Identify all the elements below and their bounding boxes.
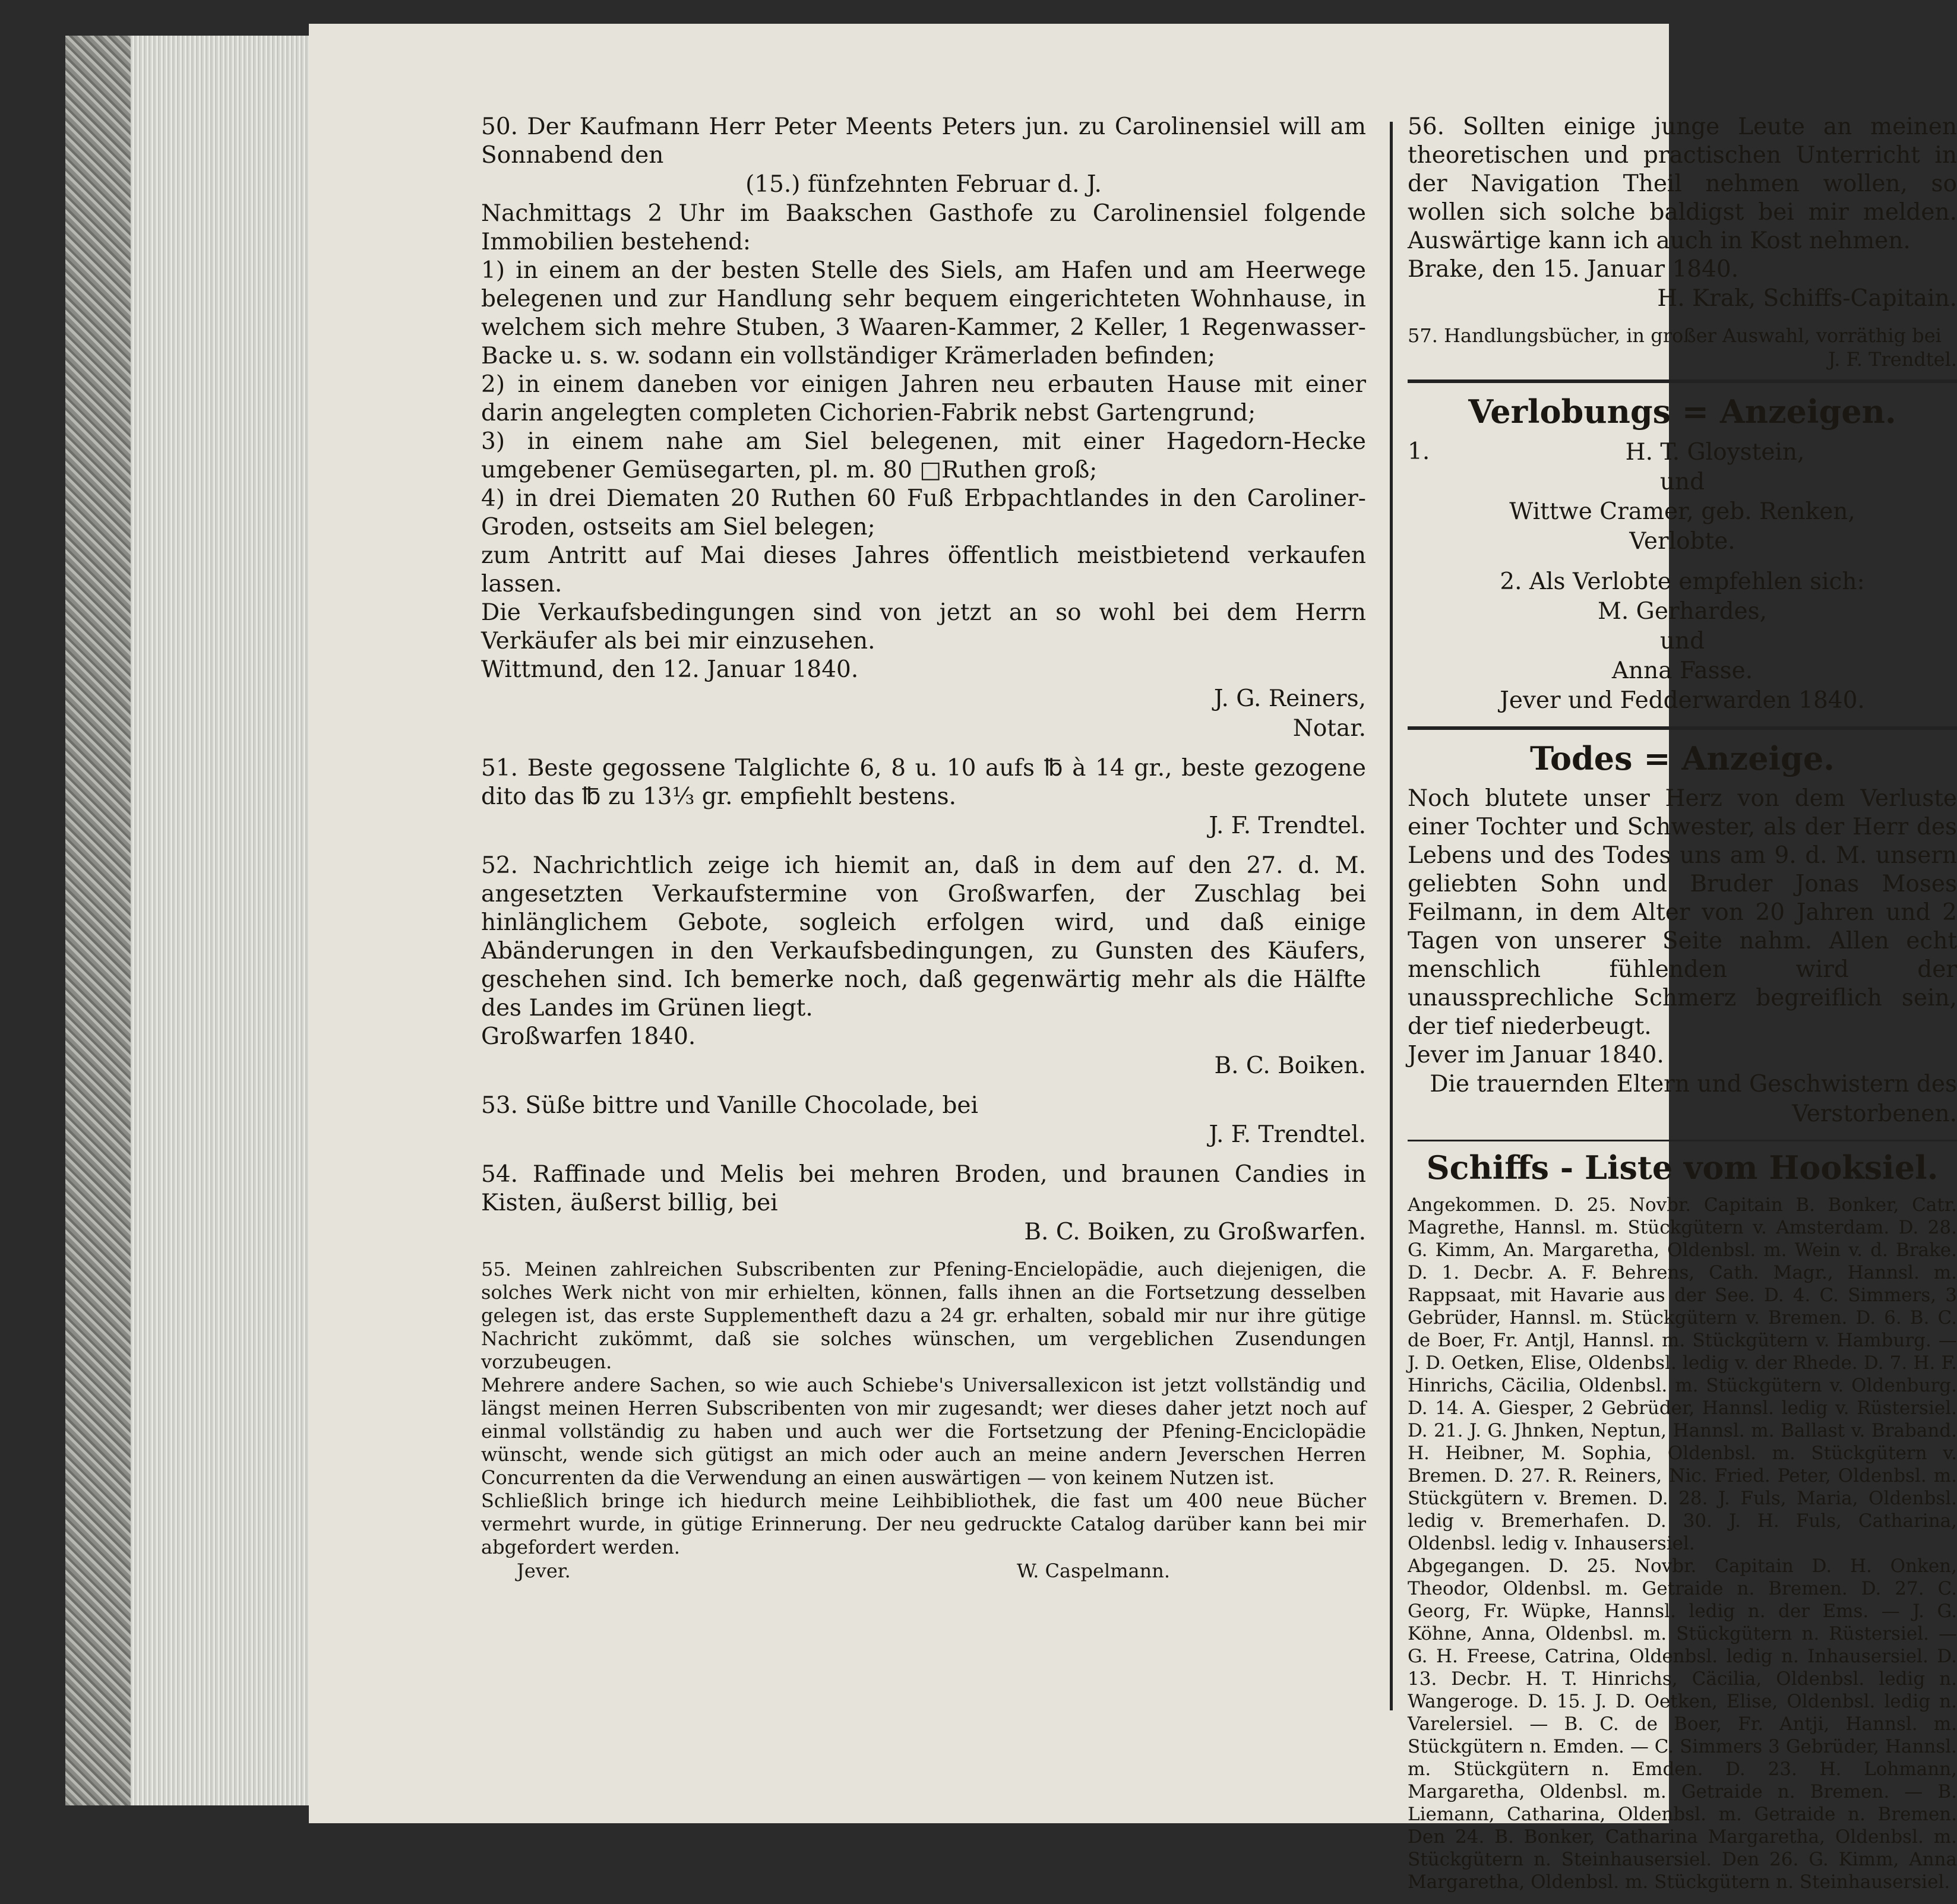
ad-57-signer: J. F. Trendtel. [1828,348,1957,371]
engagements-section [1408,391,1957,716]
ad-56 [1408,113,1957,314]
ad-54-body: 54. Raffinade und Melis bei mehren Broden, und braunen Candies in Kisten, äußerst billig, bei [481,1161,1366,1216]
engagements-heading: Verlobungs = Anzeigen. [1468,393,1896,431]
engagement-2-intro: 2. Als Verlobte empfehlen sich: [1500,568,1865,595]
ad-50 [481,113,1366,744]
section-rule [1408,1140,1957,1141]
ad-50-body: Nachmittags 2 Uhr im Baakschen Gasthofe zu Carolinensiel folgende Immobilien bestehend: 1) in einem an der besten Stelle des Siels, am Hafen und am Heerwege belegenen und zur Handlung sehr bequem eingerichteten Wohnhause, in welchem sich mehre Stuben, 3 Waaren-Kammer, 2 Keller, 1 Regenwasser-Backe u. s. w. sodann ein vollständiger Krämerladen befinden; 2) in einem daneben vor einigen Jahren neu erbauten Hause mit einer darin angelegten completen Cichorien-Fabrik nebst Gartengrund; 3) in einem nahe am Siel belegenen, mit einer Hagedorn-Hecke umgebener Gemüsegarten, pl. m. 80 □Ruthen groß; 4) in drei Diematen 20 Ruthen 60 Fuß Erbpachtlandes in den Caroliner-Groden, ostseits am Siel belegen; zum Antritt auf Mai dieses Jahres öffentlich meistbietend verkaufen lassen. Die Verkaufsbedingungen sind von jetzt an so wohl bei dem Herrn Verkäufer als bei mir einzusehen. Wittmund, den 12. Januar 1840. [481,200,1366,683]
newspaper-page [309,24,1957,1893]
ad-51-signer: J. F. Trendtel. [1209,812,1366,839]
ship-list-body: Angekommen. D. 25. Novbr. Capitain B. Bonker, Catr. Magrethe, Hannsl. m. Stückgütern v. Amsterdam. D. 28. G. Kimm, An. Margaretha, Oldenbsl. m. Wein v. d. Brake. D. 1. Decbr. A. F. Behrens, Cath. Magr., Hannsl. m. Rappsaat, mit Havarie aus der See. D. 4. C. Simmers, 3 Gebrüder, Hannsl. m. Stückgütern v. Bremen. D. 6. B. C. de Boer, Fr. Antjl, Hannsl. m. Stückgütern v. Hamburg. — J. D. Oetken, Elise, Oldenbsl. ledig v. der Rhede. D. 7. H. F. Hinrichs, Cäcilia, Oldenbsl. m. Stückgütern v. Oldenburg. D. 14. A. Giesper, 2 Gebrüder, Hannsl. ledig v. Rüstersiel. D. 21. J. G. Jhnken, Neptun, Hannsl. m. Ballast v. Braband. H. Heibner, M. Sophia, Oldenbsl. m. Stückgütern v. Bremen. D. 27. R. Reiners, Nic. Fried. Peter, Oldenbsl. m. Stückgütern v. Bremen. D. 28. J. Fuls, Maria, Oldenbsl. ledig v. Bremerhafen. D. 30. J. H. Fuls, Catharina, Oldenbsl. ledig v. Inhausersiel. Abgegangen. D. 25. Novbr. Capitain D. H. Onken, Theodor, Oldenbsl. m. Getraide n. Bremen. D. 27. C. Georg, Fr. Wüpke, Hannsl. ledig n. der Ems. — J. G. Köhne, Anna, Oldenbsl. m. Stückgütern n. Rüstersiel. — G. H. Freese, Catrina, Oldenbsl. ledig n. Inhausersiel. D. 13. Decbr. H. T. Hinrichs, Cäcilia, Oldenbsl. ledig n. Wangeroge. D. 15. J. D. Oetken, Elise, Oldenbsl. ledig n. Varelersiel. — B. C. de Boer, Fr. Antji, Hannsl. m. Stückgütern n. Emden. — C. Simmers 3 Gebrüder, Hannsl. m. Stückgütern n. Emden. D. 23. H. Lohmann, Margaretha, Oldenbsl. m. Getraide n. Bremen. — B. Liemann, Catharina, Oldenbsl. m. Getraide n. Bremen. Den 24. B. Bonker, Catharina Margaretha, Oldenbsl. m. Stückgütern n. Steinhausersiel. Den 26. G. Kimm, Anna Margaretha, Oldenbsl. m. Stückgütern n. Steinhausersiel. [1408,1194,1957,1893]
ad-54-signer: B. C. Boiken, zu Großwarfen. [1024,1219,1366,1245]
ad-52-body: 52. Nachrichtlich zeige ich hiemit an, daß in dem auf den 27. d. M. angesetzten Verkaufstermine von Großwarfen, der Zuschlag bei hinlänglichem Gebote, sogleich erfolgen wird, und daß einige Abänderungen in den Verkaufsbedingungen, zu Gunsten des Käufers, geschehen sind. Ich bemerke noch, daß gegenwärtig mehr als die Hälfte des Landes im Grünen liegt. Großwarfen 1840. [481,852,1366,1050]
column-rule [1390,122,1393,1710]
ad-50-intro: 50. Der Kaufmann Herr Peter Meents Peters jun. zu Carolinensiel will am Sonnabend den [481,113,1366,169]
ad-51 [481,754,1366,841]
engagement-1-row [1408,438,1957,467]
ship-list-heading: Schiffs - Liste vom Hooksiel. [1426,1149,1939,1187]
ad-55-signer: W. Caspelmann. [1016,1560,1170,1582]
ad-51-body: 51. Beste gegossene Talglichte 6, 8 u. 10 aufs ℔ à 14 gr., beste gezogene dito das ℔ zu 13⅓ gr. empfiehlt bestens. [481,755,1366,810]
engagement-1-label: Verlobte. [1629,528,1735,555]
ad-50-date: (15.) fünfzehnten Februar d. J. [745,171,1102,198]
ad-57-body: 57. Handlungsbücher, in großer Auswahl, vorräthig bei [1408,324,1942,347]
ad-55-footer [481,1559,1366,1583]
ad-53-body: 53. Süße bittre und Vanille Chocolade, bei [481,1092,978,1119]
page-edges [131,36,309,1805]
ad-57 [1408,324,1957,371]
ad-55-place: Jever. [517,1560,571,1582]
death-notice-heading: Todes = Anzeige. [1530,739,1835,777]
ad-54 [481,1160,1366,1247]
death-notice-section [1408,738,1957,1129]
engagement-2-name2: Anna Fasse. [1611,657,1753,684]
ad-55-body: 55. Meinen zahlreichen Subscribenten zur Pfening-Encielopädie, auch diejenigen, die solches Werk nicht von mir erhielten, können, falls ihnen an die Fortsetzung desselben gelegen ist, das erste Supplementheft dazu a 24 gr. erhalten, sobald mir nur ihre gütige Nachricht zukömmt, daß sie solches wünschen, um vergeblichen Zusendungen vorzubeugen. Mehrere andere Sachen, so wie auch Schiebe's Universallexicon ist jetzt vollständig und längst meinen Herren Subscribenten von mir zugesandt; wer dieses daher jetzt noch auf einmal vollständig zu haben und auch wer die Fortsetzung der Pfening-Enciclopädie wünscht, wende sich gütigst an mich oder auch an meine andern Jeverschen Herren Concurrenten da die Verwendung an einen auswärtigen — von keinem Nutzen ist. Schließlich bringe ich hiedurch meine Leihbibliothek, die fast um 400 neue Bücher vermehrt wurde, in gütige Erinnerung. Der neu gedruckte Catalog darüber kann bei mir abgefordert werden. [481,1258,1366,1558]
engagement-2-place: Jever und Fedderwarden 1840. [1500,687,1865,714]
section-rule [1408,379,1957,383]
ad-50-signer: J. G. Reiners, Notar. [1213,685,1366,742]
engagement-2-name1: M. Gerhardes, [1597,598,1768,625]
ad-52-signer: B. C. Boiken. [1214,1052,1366,1079]
right-column [1408,113,1957,1904]
ad-55 [481,1258,1366,1583]
engagement-1-name2: Wittwe Cramer, geb. Renken, [1509,498,1855,525]
section-rule [1408,726,1957,730]
engagement-1-number: 1. [1408,438,1430,465]
ad-53 [481,1092,1366,1150]
left-column [481,113,1366,1593]
ad-56-signer: H. Krak, Schiffs-Capitain. [1657,285,1957,312]
ship-list-section [1408,1147,1957,1893]
engagement-1-name1: H. T. Gloystein, [1625,439,1805,466]
ad-52 [481,852,1366,1081]
death-notice-signer: Die trauernden Eltern und Geschwistern des Verstorbenen. [1430,1071,1957,1127]
engagement-1-und: und [1659,469,1705,495]
book-binding [65,36,131,1805]
ad-56-body: 56. Sollten einige junge Leute an meinen theoretischen und practischen Unterricht in der Navigation Theil nehmen wollen, so wollen sich solche baldigst bei mir melden. Auswärtige kann ich auch in Kost nehmen. Brake, den 15. Januar 1840. [1408,113,1957,283]
ad-53-signer: J. F. Trendtel. [1209,1121,1366,1148]
death-notice-body: Noch blutete unser Herz von dem Verluste einer Tochter und Schwester, als der Herr des Lebens und des Todes uns am 9. d. M. unsern geliebten Sohn und Bruder Jonas Moses Feilmann, in dem Alter von 20 Jahren und 2 Tagen von unserer Seite nahm. Allen echt menschlich fühlenden wird der unaussprechliche Schmerz begreiflich sein, der tief niederbeugt. Jever im Januar 1840. [1408,785,1957,1068]
engagement-2-und: und [1659,628,1705,654]
